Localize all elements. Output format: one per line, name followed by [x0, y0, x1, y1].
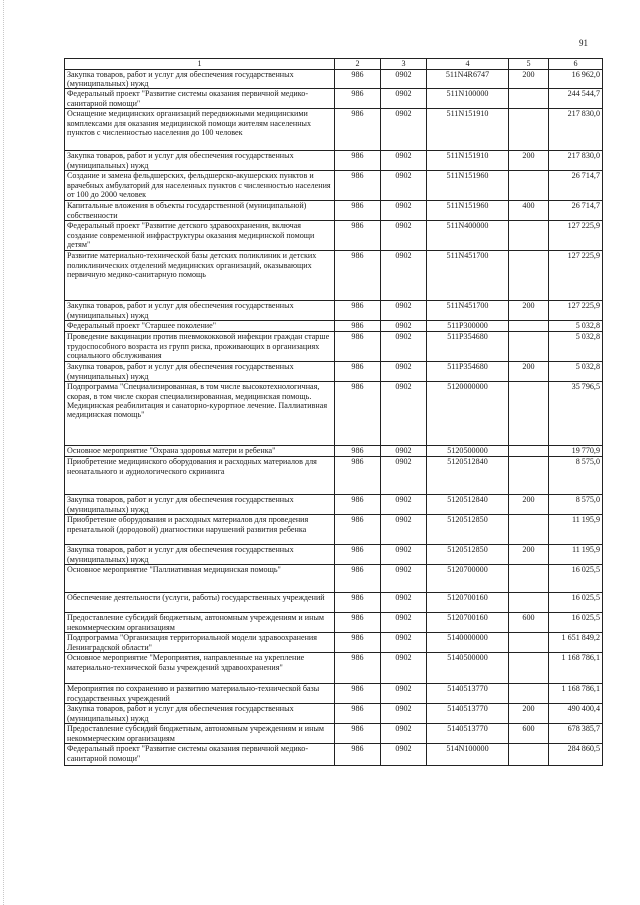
row-csr: 511P300000: [427, 321, 509, 332]
row-name: Проведение вакцинации против пневмококковой инфекции граждан старше трудоспособного возраста из групп риска, проживающих в организациях социального обслуживания: [65, 332, 335, 362]
row-name: Закупка товаров, работ и услуг для обеспечения государственных (муниципальных) нужд: [65, 704, 335, 724]
row-name: Федеральный проект "Старшее поколение": [65, 321, 335, 332]
row-csr: 5140513770: [427, 724, 509, 744]
row-ved: 986: [335, 109, 381, 151]
row-sum: 26 714,7: [549, 171, 603, 201]
table-body: [65, 70, 603, 766]
row-sum: 8 575,0: [549, 457, 603, 495]
row-vr: 200: [509, 495, 549, 515]
row-csr: 5120700000: [427, 565, 509, 593]
row-csr: 5140500000: [427, 653, 509, 684]
row-razdel: 0902: [381, 382, 427, 446]
row-razdel: 0902: [381, 446, 427, 457]
table-row: [65, 382, 603, 446]
row-name: Закупка товаров, работ и услуг для обеспечения государственных (муниципальных) нужд: [65, 70, 335, 89]
row-name: Предоставление субсидий бюджетным, автономным учреждениям и иным некоммерческим организациям: [65, 613, 335, 633]
row-sum: 5 032,8: [549, 362, 603, 382]
table-row: [65, 704, 603, 724]
row-razdel: 0902: [381, 704, 427, 724]
page-number: 91: [579, 38, 588, 48]
table-row: [65, 565, 603, 593]
row-ved: 986: [335, 495, 381, 515]
row-vr: [509, 565, 549, 593]
row-vr: [509, 633, 549, 653]
row-name: Федеральный проект "Развитие системы оказания первичной медико-санитарной помощи": [65, 89, 335, 109]
row-sum: 16 962,0: [549, 70, 603, 89]
row-sum: 217 830,0: [549, 109, 603, 151]
row-csr: 511N151960: [427, 201, 509, 221]
row-razdel: 0902: [381, 565, 427, 593]
row-ved: 986: [335, 613, 381, 633]
row-ved: 986: [335, 171, 381, 201]
row-ved: 986: [335, 332, 381, 362]
row-sum: 5 032,8: [549, 321, 603, 332]
row-csr: 5120700160: [427, 613, 509, 633]
row-vr: 200: [509, 704, 549, 724]
row-csr: 5140000000: [427, 633, 509, 653]
table-row: [65, 321, 603, 332]
row-vr: 200: [509, 545, 549, 565]
row-ved: 986: [335, 633, 381, 653]
row-csr: 5120512840: [427, 457, 509, 495]
row-vr: [509, 332, 549, 362]
row-sum: 19 770,9: [549, 446, 603, 457]
row-csr: 511P354680: [427, 362, 509, 382]
row-csr: 514N100000: [427, 744, 509, 766]
row-razdel: 0902: [381, 457, 427, 495]
row-vr: 400: [509, 201, 549, 221]
table-row: [65, 684, 603, 704]
row-razdel: 0902: [381, 109, 427, 151]
row-sum: 35 796,5: [549, 382, 603, 446]
row-sum: 127 225,9: [549, 251, 603, 301]
row-ved: 986: [335, 653, 381, 684]
row-razdel: 0902: [381, 171, 427, 201]
table-row: [65, 362, 603, 382]
row-sum: 11 195,9: [549, 545, 603, 565]
row-name: Обеспечение деятельности (услуги, работы) государственных учреждений: [65, 593, 335, 613]
row-ved: 986: [335, 362, 381, 382]
row-name: Приобретение медицинского оборудования и расходных материалов для неонатального и аудиологического скрининга: [65, 457, 335, 495]
row-csr: 5120512840: [427, 495, 509, 515]
table-row: [65, 446, 603, 457]
table-row: [65, 151, 603, 171]
row-name: Оснащение медицинских организаций передвижными медицинскими комплексами для оказания медицинской помощи жителям населенных пунктов с численностью населения до 100 человек: [65, 109, 335, 151]
table-row: [65, 613, 603, 633]
row-razdel: 0902: [381, 515, 427, 545]
row-name: Приобретение оборудования и расходных материалов для проведения пренатальной (дородовой) диагностики нарушений развития ребенка: [65, 515, 335, 545]
row-vr: [509, 684, 549, 704]
row-vr: [509, 446, 549, 457]
row-sum: 11 195,9: [549, 515, 603, 545]
table-row: [65, 633, 603, 653]
row-vr: 600: [509, 613, 549, 633]
row-sum: 1 651 849,2: [549, 633, 603, 653]
row-ved: 986: [335, 704, 381, 724]
table-row: [65, 251, 603, 301]
row-vr: [509, 457, 549, 495]
row-ved: 986: [335, 151, 381, 171]
row-sum: 490 400,4: [549, 704, 603, 724]
row-csr: 511N151960: [427, 171, 509, 201]
budget-table: [64, 58, 603, 766]
row-sum: 5 032,8: [549, 332, 603, 362]
row-vr: [509, 382, 549, 446]
row-sum: 244 544,7: [549, 89, 603, 109]
row-vr: [509, 321, 549, 332]
row-ved: 986: [335, 593, 381, 613]
table-row: [65, 653, 603, 684]
row-vr: 200: [509, 70, 549, 89]
row-name: Развитие материально-технической базы детских поликлиник и детских поликлинических отделений медицинских организаций, оказывающих первичную медико-санитарную помощь: [65, 251, 335, 301]
row-sum: 284 860,5: [549, 744, 603, 766]
row-csr: 5120512850: [427, 545, 509, 565]
row-sum: 217 830,0: [549, 151, 603, 171]
row-razdel: 0902: [381, 89, 427, 109]
row-razdel: 0902: [381, 151, 427, 171]
row-ved: 986: [335, 545, 381, 565]
row-sum: 8 575,0: [549, 495, 603, 515]
row-razdel: 0902: [381, 744, 427, 766]
table-row: [65, 89, 603, 109]
table-row: [65, 221, 603, 251]
row-csr: 5120000000: [427, 382, 509, 446]
row-name: Закупка товаров, работ и услуг для обеспечения государственных (муниципальных) нужд: [65, 362, 335, 382]
row-sum: 678 385,7: [549, 724, 603, 744]
row-name: Основное мероприятие "Мероприятия, направленные на укрепление материально-технической базы учреждений здравоохранения": [65, 653, 335, 684]
row-name: Создание и замена фельдшерских, фельдшерско-акушерских пунктов и врачебных амбулаторий для населенных пунктов с численностью населения от 100 до 2000 человек: [65, 171, 335, 201]
row-ved: 986: [335, 446, 381, 457]
table-row: [65, 744, 603, 766]
column-header: 1: [65, 59, 335, 70]
row-sum: 1 168 786,1: [549, 653, 603, 684]
row-ved: 986: [335, 201, 381, 221]
column-header: 6: [549, 59, 603, 70]
row-vr: 200: [509, 362, 549, 382]
row-csr: 5140513770: [427, 704, 509, 724]
row-vr: 600: [509, 724, 549, 744]
row-csr: 511P354680: [427, 332, 509, 362]
row-name: Основное мероприятие "Паллиативная медицинская помощь": [65, 565, 335, 593]
row-vr: [509, 593, 549, 613]
row-ved: 986: [335, 684, 381, 704]
table-row: [65, 201, 603, 221]
row-razdel: 0902: [381, 70, 427, 89]
row-ved: 986: [335, 744, 381, 766]
row-ved: 986: [335, 251, 381, 301]
row-name: Федеральный проект "Развитие детского здравоохранения, включая создание современной инфраструктуры оказания медицинской помощи детям": [65, 221, 335, 251]
row-razdel: 0902: [381, 201, 427, 221]
row-ved: 986: [335, 457, 381, 495]
row-sum: 127 225,9: [549, 301, 603, 321]
table-row: [65, 457, 603, 495]
row-vr: [509, 221, 549, 251]
row-csr: 511N100000: [427, 89, 509, 109]
table-row: [65, 593, 603, 613]
table-row: [65, 495, 603, 515]
row-razdel: 0902: [381, 301, 427, 321]
row-ved: 986: [335, 565, 381, 593]
row-name: Федеральный проект "Развитие системы оказания первичной медико-санитарной помощи": [65, 744, 335, 766]
table-row: [65, 515, 603, 545]
row-csr: 511N151910: [427, 109, 509, 151]
row-razdel: 0902: [381, 593, 427, 613]
row-sum: 16 025,5: [549, 565, 603, 593]
row-vr: [509, 653, 549, 684]
column-header: 2: [335, 59, 381, 70]
row-name: Закупка товаров, работ и услуг для обеспечения государственных (муниципальных) нужд: [65, 301, 335, 321]
row-csr: 511N451700: [427, 301, 509, 321]
row-razdel: 0902: [381, 613, 427, 633]
row-razdel: 0902: [381, 251, 427, 301]
row-csr: 5120512850: [427, 515, 509, 545]
row-name: Подпрограмма "Специализированная, в том числе высокотехнологичная, скорая, в том числе скорая специализированная, медицинская помощь. Медицинская реабилитация и санаторно-курортное лечение. Паллиативная медицинская помощь": [65, 382, 335, 446]
row-name: Предоставление субсидий бюджетным, автономным учреждениям и иным некоммерческим организациям: [65, 724, 335, 744]
row-sum: 26 714,7: [549, 201, 603, 221]
row-csr: 5140513770: [427, 684, 509, 704]
row-csr: 511N151910: [427, 151, 509, 171]
column-header: 3: [381, 59, 427, 70]
row-name: Закупка товаров, работ и услуг для обеспечения государственных (муниципальных) нужд: [65, 495, 335, 515]
row-ved: 986: [335, 515, 381, 545]
row-vr: [509, 515, 549, 545]
table-row: [65, 70, 603, 89]
row-ved: 986: [335, 221, 381, 251]
row-razdel: 0902: [381, 633, 427, 653]
row-ved: 986: [335, 321, 381, 332]
row-vr: [509, 171, 549, 201]
row-name: Закупка товаров, работ и услуг для обеспечения государственных (муниципальных) нужд: [65, 151, 335, 171]
page-binding-mark: [3, 0, 4, 905]
row-sum: 16 025,5: [549, 593, 603, 613]
row-sum: 1 168 786,1: [549, 684, 603, 704]
row-sum: 16 025,5: [549, 613, 603, 633]
table-row: [65, 545, 603, 565]
row-ved: 986: [335, 301, 381, 321]
row-razdel: 0902: [381, 221, 427, 251]
table-row: [65, 171, 603, 201]
table-row: [65, 724, 603, 744]
row-vr: [509, 109, 549, 151]
row-razdel: 0902: [381, 495, 427, 515]
row-csr: 511N400000: [427, 221, 509, 251]
row-name: Закупка товаров, работ и услуг для обеспечения государственных (муниципальных) нужд: [65, 545, 335, 565]
row-razdel: 0902: [381, 684, 427, 704]
row-vr: [509, 251, 549, 301]
row-vr: 200: [509, 151, 549, 171]
column-header: 4: [427, 59, 509, 70]
row-name: Подпрограмма "Организация территориальной модели здравоохранения Ленинградской области": [65, 633, 335, 653]
row-razdel: 0902: [381, 545, 427, 565]
row-razdel: 0902: [381, 321, 427, 332]
table-row: [65, 301, 603, 321]
row-sum: 127 225,9: [549, 221, 603, 251]
row-ved: 986: [335, 382, 381, 446]
table-row: [65, 332, 603, 362]
row-razdel: 0902: [381, 332, 427, 362]
row-name: Капитальные вложения в объекты государственной (муниципальной) собственности: [65, 201, 335, 221]
row-csr: 511N4R6747: [427, 70, 509, 89]
row-csr: 5120500000: [427, 446, 509, 457]
row-vr: [509, 89, 549, 109]
row-csr: 5120700160: [427, 593, 509, 613]
row-vr: 200: [509, 301, 549, 321]
row-razdel: 0902: [381, 653, 427, 684]
row-ved: 986: [335, 89, 381, 109]
row-ved: 986: [335, 724, 381, 744]
row-razdel: 0902: [381, 724, 427, 744]
table-row: [65, 109, 603, 151]
table-header-row: [65, 59, 603, 70]
row-csr: 511N451700: [427, 251, 509, 301]
row-ved: 986: [335, 70, 381, 89]
row-vr: [509, 744, 549, 766]
row-name: Мероприятия по сохранению и развитию материально-технической базы государственных учреждений: [65, 684, 335, 704]
row-name: Основное мероприятие "Охрана здоровья матери и ребенка": [65, 446, 335, 457]
row-razdel: 0902: [381, 362, 427, 382]
column-header: 5: [509, 59, 549, 70]
